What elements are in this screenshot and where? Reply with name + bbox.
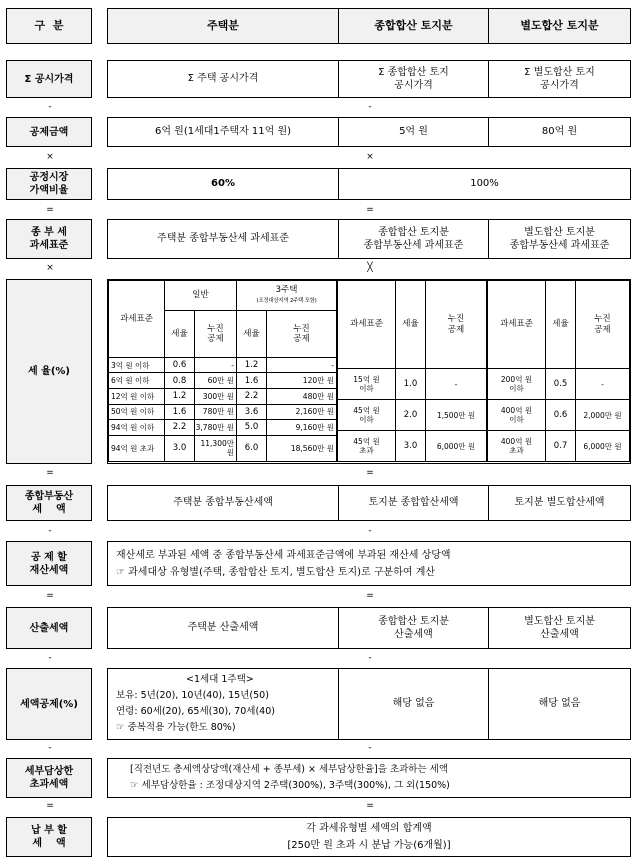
col-header-cum: 누진 공제 <box>195 310 237 357</box>
equals-sign: = <box>366 591 374 601</box>
times-sign: × <box>366 152 374 162</box>
rate-cell-base: 15억 원 이하 <box>338 369 396 400</box>
deduct-separate-land: 80억 원 <box>488 118 630 146</box>
pay-row <box>107 817 631 857</box>
rate-cell-cum: 6,000만 원 <box>426 431 487 462</box>
rate-cell-cum: - <box>576 369 630 400</box>
header-row <box>107 8 631 44</box>
minus-sign: - <box>368 653 372 663</box>
rate-cell-cum: 300만 원 <box>195 388 237 404</box>
rate-cell-rate: 5.0 <box>237 420 267 436</box>
calc-house: 주택분 산출세액 <box>187 622 259 634</box>
rate-cell-base: 45억 원 이하 <box>338 400 396 431</box>
rate-cell-cum: 11,300만 원 <box>195 435 237 461</box>
base-aggregate-land: 종합합산 토지분 종합부동산세 과세표준 <box>338 220 488 258</box>
minus-sign: - <box>48 653 52 663</box>
ratio-house: 60% <box>211 178 235 190</box>
rate-cell-cum: - <box>426 369 487 400</box>
header-col-house: 주택분 <box>207 18 239 32</box>
rate-cell-cum: 1,500만 원 <box>426 400 487 431</box>
rate-cell-rate: 0.8 <box>165 373 195 389</box>
rate-cell-rate: 0.6 <box>165 357 195 373</box>
rate-cell-cum: 60만 원 <box>195 373 237 389</box>
equals-sign: = <box>46 468 54 478</box>
property-tax-line1: 재산세로 부과된 세액 중 종합부동산세 과세표준금액에 부과된 재산세 상당액 <box>116 549 451 561</box>
rate-cell-rate: 3.0 <box>396 431 426 462</box>
credit-row <box>107 668 631 740</box>
col-header-rate: 세율 <box>237 310 267 357</box>
col-header-rate: 세율 <box>165 310 195 357</box>
rate-cell-rate: 2.0 <box>396 400 426 431</box>
col-header-rate: 세율 <box>396 281 426 369</box>
rate-cell-rate: 1.2 <box>165 388 195 404</box>
rate-table-aggregate-land <box>337 280 487 462</box>
minus-sign: - <box>48 102 52 112</box>
price-aggregate-land: Σ 종합합산 토지 공시가격 <box>338 61 488 97</box>
equals-sign: = <box>366 468 374 478</box>
base-label: 종 부 세 과세표준 <box>6 219 92 259</box>
calc-separate-land: 별도합산 토지분 산출세액 <box>488 608 630 648</box>
rate-cell-cum: 6,000만 원 <box>576 431 630 462</box>
header-col-aggregate-land: 종합합산 토지분 <box>338 9 488 43</box>
price-label: Σ 공시가격 <box>6 60 92 98</box>
equals-sign: = <box>366 801 374 811</box>
rate-cell-base: 400억 원 이하 <box>488 400 546 431</box>
rate-cell-rate: 1.0 <box>396 369 426 400</box>
rate-cell-base: 45억 원 초과 <box>338 431 396 462</box>
pay-label: 납 부 할 세 액 <box>6 817 92 857</box>
calc-aggregate-land: 종합합산 토지분 산출세액 <box>338 608 488 648</box>
rate-cell-cum: 9,160만 원 <box>267 420 337 436</box>
rate-table-house <box>108 280 337 462</box>
deduct-row <box>107 117 631 147</box>
rate-row-land <box>488 369 630 400</box>
equals-sign: = <box>46 205 54 215</box>
header-col-separate-land: 별도합산 토지분 <box>488 9 630 43</box>
property-tax-label: 공 제 할 재산세액 <box>6 541 92 586</box>
property-tax-line2: ☞ 과세대상 유형별(주택, 종합합산 토지, 별도합산 토지)로 구분하여 계산 <box>116 566 436 578</box>
rate-row-house <box>109 388 337 404</box>
times-sign: ╳ <box>367 263 373 273</box>
rate-cell-cum: 2,000만 원 <box>576 400 630 431</box>
deduct-label: 공제금액 <box>6 117 92 147</box>
times-sign: × <box>46 263 54 273</box>
col-header-rate: 세율 <box>546 281 576 369</box>
rate-row-house <box>109 420 337 436</box>
price-row <box>107 60 631 98</box>
header-label: 구 분 <box>6 8 92 44</box>
col-header-general: 일반 <box>165 281 237 311</box>
equals-sign: = <box>46 591 54 601</box>
minus-sign: - <box>48 743 52 753</box>
rate-cell-rate: 2.2 <box>237 388 267 404</box>
rate-row-land <box>338 400 487 431</box>
price-house: Σ 주택 공시가격 <box>187 73 259 85</box>
col-header-multi: 3주택 (조정대상지역 2주택 포함) <box>237 281 337 311</box>
rate-cell-rate: 0.5 <box>546 369 576 400</box>
credit-house <box>108 669 338 739</box>
col-header-cum: 누진 공제 <box>426 281 487 369</box>
equals-sign: = <box>46 801 54 811</box>
rate-cell-rate: 3.0 <box>165 435 195 461</box>
tax-label: 종합부동산 세 액 <box>6 485 92 521</box>
rate-row-land <box>488 431 630 462</box>
rate-cell-base: 12억 원 이하 <box>109 388 165 404</box>
rate-table-separate-land <box>487 280 630 462</box>
rate-cell-cum: 2,160만 원 <box>267 404 337 420</box>
rate-cell-base: 94억 원 초과 <box>109 435 165 461</box>
tax-separate-land: 토지분 별도합산세액 <box>488 486 630 520</box>
rate-table-wrap <box>107 279 631 464</box>
rate-row-land <box>338 369 487 400</box>
deduct-aggregate-land: 5억 원 <box>338 118 488 146</box>
rate-row-house <box>109 404 337 420</box>
col-header-base: 과세표준 <box>109 281 165 358</box>
deduct-house: 6억 원(1세대1주택자 11억 원) <box>154 126 292 138</box>
base-house: 주택분 종합부동산세 과세표준 <box>157 233 289 245</box>
cap-line2: ☞ 세부담상한율 : 조정대상지역 2주택(300%), 3주택(300%), 그 외(150%) <box>130 780 450 791</box>
col-header-cum: 누진 공제 <box>576 281 630 369</box>
rate-cell-rate: 0.7 <box>546 431 576 462</box>
rate-cell-base: 94억 원 이하 <box>109 420 165 436</box>
col-header-base: 과세표준 <box>488 281 546 369</box>
rate-cell-cum: 120만 원 <box>267 373 337 389</box>
rate-row-house <box>109 435 337 461</box>
rate-cell-rate: 1.6 <box>237 373 267 389</box>
rate-row-house <box>109 357 337 373</box>
base-row <box>107 219 631 259</box>
credit-separate-land: 해당 없음 <box>488 669 630 739</box>
cap-row <box>107 758 631 798</box>
credit-aggregate-land: 해당 없음 <box>338 669 488 739</box>
rate-label: 세 율(%) <box>6 279 92 464</box>
credit-holding: 보유: 5년(20), 10년(40), 15년(50) <box>116 690 269 701</box>
col-header-base: 과세표준 <box>338 281 396 369</box>
minus-sign: - <box>368 526 372 536</box>
tax-aggregate-land: 토지분 종합합산세액 <box>338 486 488 520</box>
calc-label: 산출세액 <box>6 607 92 649</box>
price-separate-land: Σ 별도합산 토지 공시가격 <box>488 61 630 97</box>
rate-cell-rate: 0.6 <box>546 400 576 431</box>
ratio-land: 100% <box>338 169 630 199</box>
credit-note: ☞ 중복적용 가능(한도 80%) <box>116 722 236 733</box>
col-header-cum: 누진 공제 <box>267 310 337 357</box>
rate-row-house <box>109 373 337 389</box>
pay-line1: 각 과세유형별 세액의 합계액 <box>306 823 432 834</box>
rate-cell-base: 200억 원 이하 <box>488 369 546 400</box>
minus-sign: - <box>368 102 372 112</box>
rate-cell-rate: 2.2 <box>165 420 195 436</box>
minus-sign: - <box>48 526 52 536</box>
rate-cell-base: 50억 원 이하 <box>109 404 165 420</box>
ratio-label: 공정시장 가액비율 <box>6 168 92 200</box>
rate-cell-base: 6억 원 이하 <box>109 373 165 389</box>
rate-cell-cum: - <box>195 357 237 373</box>
credit-title: <1세대 1주택> <box>186 674 254 685</box>
calc-row <box>107 607 631 649</box>
rate-cell-base: 3억 원 이하 <box>109 357 165 373</box>
credit-label: 세액공제(%) <box>6 668 92 740</box>
rate-cell-rate: 1.2 <box>237 357 267 373</box>
rate-cell-rate: 3.6 <box>237 404 267 420</box>
credit-age: 연령: 60세(20), 65세(30), 70세(40) <box>116 706 275 717</box>
rate-cell-cum: 480만 원 <box>267 388 337 404</box>
rate-cell-rate: 6.0 <box>237 435 267 461</box>
times-sign: × <box>46 152 54 162</box>
rate-cell-cum: - <box>267 357 337 373</box>
rate-cell-base: 400억 원 초과 <box>488 431 546 462</box>
rate-cell-cum: 18,560만 원 <box>267 435 337 461</box>
ratio-row <box>107 168 631 200</box>
base-separate-land: 별도합산 토지분 종합부동산세 과세표준 <box>488 220 630 258</box>
rate-row-land <box>488 400 630 431</box>
cap-line1: [직전년도 총세액상당액(재산세 + 종부세) × 세부담상한율]을 초과하는 세액 <box>130 764 449 775</box>
minus-sign: - <box>368 743 372 753</box>
tax-house: 주택분 종합부동산세액 <box>173 497 273 509</box>
rate-cell-cum: 780만 원 <box>195 404 237 420</box>
tax-row <box>107 485 631 521</box>
equals-sign: = <box>366 205 374 215</box>
property-tax-row <box>107 541 631 586</box>
pay-line2: [250만 원 초과 시 분납 가능(6개월)] <box>287 840 451 851</box>
rate-cell-rate: 1.6 <box>165 404 195 420</box>
rate-row-land <box>338 431 487 462</box>
cap-label: 세부담상한 초과세액 <box>6 758 92 798</box>
rate-cell-cum: 3,780만 원 <box>195 420 237 436</box>
